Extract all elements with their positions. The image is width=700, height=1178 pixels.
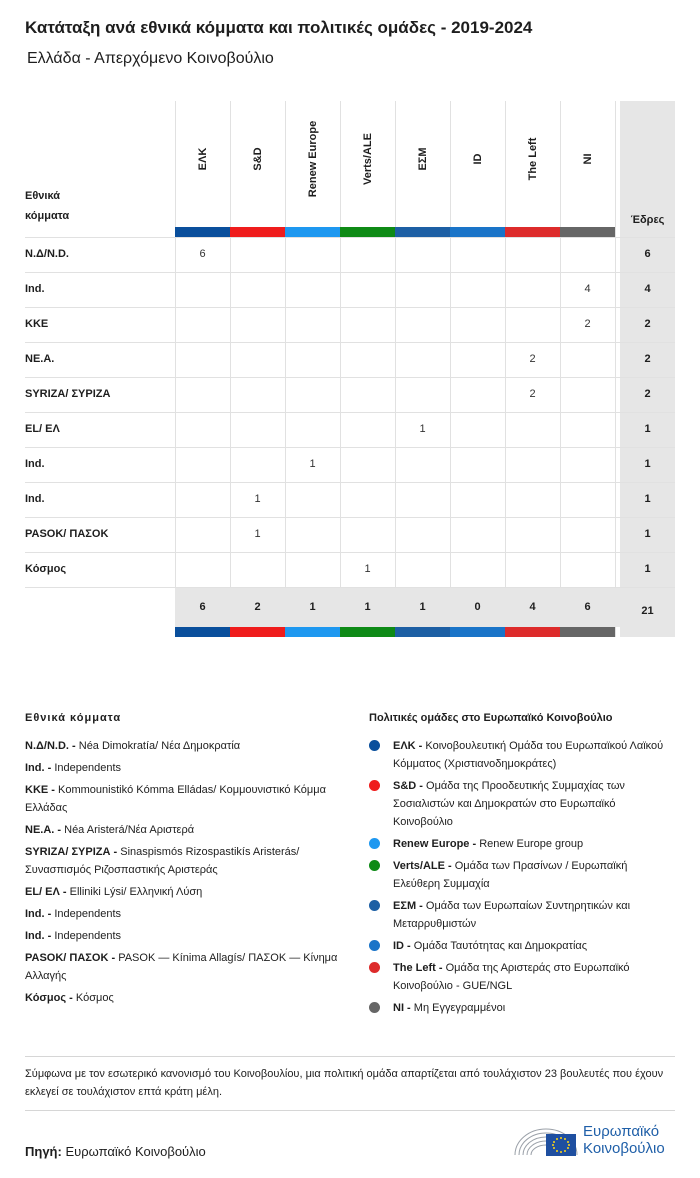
legend-party-item bbox=[25, 905, 345, 923]
seats-table bbox=[25, 101, 675, 638]
row-divider bbox=[25, 447, 675, 448]
legend-party-abbr: Ν.Δ/N.D. - bbox=[25, 740, 76, 752]
legend-group-name: Renew Europe group bbox=[479, 838, 584, 850]
legend-group-item bbox=[369, 897, 675, 933]
legend-political-groups-title: Πολιτικές ομάδες στο Ευρωπαϊκό Κοινοβούλιο bbox=[369, 712, 613, 724]
legend-party-abbr: Κόσμος - bbox=[25, 992, 73, 1004]
legend-group-abbr: NI - bbox=[393, 1002, 411, 1014]
group-color-bar bbox=[175, 627, 230, 637]
column-total: 6 bbox=[584, 601, 591, 613]
column-total: 4 bbox=[529, 601, 536, 613]
row-divider bbox=[25, 272, 675, 273]
column-header-the-left bbox=[505, 101, 560, 227]
column-header-label: NI bbox=[581, 153, 594, 165]
legend-party-item bbox=[25, 759, 345, 777]
legend-group-name: Ομάδα των Πρασίνων / Ευρωπαϊκή Ελεύθερη Συμμαχία bbox=[393, 860, 628, 890]
legend-party-abbr: NE.A. - bbox=[25, 824, 62, 836]
legend-group-item bbox=[369, 959, 675, 995]
seat-cell: 2 bbox=[529, 353, 536, 365]
source bbox=[25, 1144, 206, 1159]
legend-party-abbr: PASOK/ ΠΑΣΟΚ - bbox=[25, 952, 116, 964]
row-seat-total: 6 bbox=[644, 248, 651, 260]
row-seat-total: 2 bbox=[644, 353, 651, 365]
group-color-bar bbox=[395, 227, 450, 237]
seat-cell: 1 bbox=[309, 458, 316, 470]
legend-color-dot-icon bbox=[369, 1002, 380, 1013]
group-color-bar bbox=[285, 627, 340, 637]
row-seat-total: 1 bbox=[644, 528, 651, 540]
parliament-emblem-icon bbox=[513, 1121, 579, 1159]
legend-color-dot-icon bbox=[369, 780, 380, 791]
group-color-bar bbox=[285, 227, 340, 237]
column-header-ελκ bbox=[175, 101, 230, 227]
column-total: 1 bbox=[419, 601, 426, 613]
party-label: EL/ ΕΛ bbox=[25, 423, 60, 435]
legend-group-abbr: ID - bbox=[393, 940, 411, 952]
column-header-id bbox=[450, 101, 505, 227]
legend-color-dot-icon bbox=[369, 740, 380, 751]
legend-group-name: Ομάδα Ταυτότητας και Δημοκρατίας bbox=[413, 940, 588, 952]
row-divider bbox=[25, 342, 675, 343]
legend-group-item bbox=[369, 999, 675, 1017]
seat-cell: 1 bbox=[419, 423, 426, 435]
legend-party-abbr: SYRIZA/ ΣΥΡΙΖΑ - bbox=[25, 846, 118, 858]
column-total: 0 bbox=[474, 601, 481, 613]
seat-cell: 2 bbox=[529, 388, 536, 400]
legend-party-abbr: Ind. - bbox=[25, 762, 52, 774]
party-label: PASOK/ ΠΑΣΟΚ bbox=[25, 528, 109, 540]
column-divider bbox=[615, 101, 616, 637]
legend-party-item bbox=[25, 927, 345, 945]
group-color-bar bbox=[340, 227, 395, 237]
legend-political-groups bbox=[369, 710, 675, 1021]
seat-cell: 1 bbox=[364, 563, 371, 575]
row-divider bbox=[25, 587, 675, 588]
legend-group-name: Μη Εγγεγραμμένοι bbox=[413, 1002, 506, 1014]
group-color-bar bbox=[560, 627, 615, 637]
row-seat-total: 1 bbox=[644, 493, 651, 505]
legend-party-abbr: EL/ ΕΛ - bbox=[25, 886, 67, 898]
seat-cell: 2 bbox=[584, 318, 591, 330]
party-label: Κόσμος bbox=[25, 563, 67, 575]
legend-color-dot-icon bbox=[369, 962, 380, 973]
legend-party-name: Κόσμος bbox=[75, 992, 114, 1004]
legend-party-name: Kommounistikó Kómma Elládas/ Κομμουνιστικό Κόμμα Ελλάδας bbox=[25, 784, 326, 814]
seats-column-background bbox=[620, 101, 675, 637]
row-header bbox=[25, 186, 69, 226]
legend-party-item bbox=[25, 883, 345, 901]
seat-cell: 1 bbox=[254, 528, 261, 540]
legend-party-item bbox=[25, 781, 345, 817]
legend-group-item bbox=[369, 857, 675, 893]
legend-group-abbr: ΕΣΜ - bbox=[393, 900, 423, 912]
group-color-bar bbox=[340, 627, 395, 637]
legend-group-name: Ομάδα των Ευρωπαίων Συντηρητικών και Μεταρρυθμιστών bbox=[393, 900, 631, 930]
grand-total: 21 bbox=[641, 605, 654, 617]
legend-party-abbr: KKE - bbox=[25, 784, 55, 796]
source-label: Πηγή: bbox=[25, 1144, 62, 1159]
row-seat-total: 4 bbox=[644, 283, 651, 295]
group-color-bar bbox=[505, 627, 560, 637]
source-value: Ευρωπαϊκό Κοινοβούλιο bbox=[65, 1144, 206, 1159]
divider bbox=[25, 1056, 675, 1057]
row-seat-total: 2 bbox=[644, 388, 651, 400]
column-header-label: Verts/ALE bbox=[361, 133, 374, 185]
legend-group-abbr: Renew Europe - bbox=[393, 838, 477, 850]
legend-color-dot-icon bbox=[369, 900, 380, 911]
column-header-label: The Left bbox=[526, 137, 539, 181]
footnote: Σύμφωνα με τον εσωτερικό κανονισμό του Κοινοβουλίου, μια πολιτική ομάδα απαρτίζεται από τουλάχιστον 23 βουλευτές που έχουν εκλεγεί σε τουλάχιστον επτά κράτη μέλη. bbox=[25, 1068, 664, 1098]
legend-party-name: Néa Dimokratía/ Νέα Δημοκρατία bbox=[78, 740, 241, 752]
party-label: SYRIZA/ ΣΥΡΙΖΑ bbox=[25, 388, 111, 400]
legend-group-abbr: The Left - bbox=[393, 962, 443, 974]
legend-group-name: Κοινοβουλευτική Ομάδα του Ευρωπαϊκού Λαϊκού Κόμματος (Χριστιανοδημοκράτες) bbox=[393, 740, 664, 770]
group-color-bar bbox=[560, 227, 615, 237]
legend-national-parties bbox=[25, 710, 345, 1011]
column-header-label: S&D bbox=[251, 147, 264, 171]
logo-line2: Κοινοβούλιο bbox=[583, 1140, 665, 1157]
group-color-bar bbox=[175, 227, 230, 237]
legend-national-parties-title: Εθνικά κόμματα bbox=[25, 712, 122, 724]
row-divider bbox=[25, 412, 675, 413]
legend-group-item bbox=[369, 737, 675, 773]
legend-party-name: Elliniki Lýsi/ Ελληνική Λύση bbox=[69, 886, 203, 898]
legend-party-item bbox=[25, 821, 345, 839]
legend-party-name: Independents bbox=[54, 930, 122, 942]
row-seat-total: 2 bbox=[644, 318, 651, 330]
group-color-bar bbox=[230, 227, 285, 237]
legend-group-item bbox=[369, 835, 675, 853]
legend-party-item bbox=[25, 843, 345, 879]
legend-party-name: Néa Aristerá/Νέα Αριστερά bbox=[64, 824, 195, 836]
row-seat-total: 1 bbox=[644, 458, 651, 470]
legend-party-item bbox=[25, 737, 345, 755]
column-header-label: ΕΣΜ bbox=[416, 147, 429, 171]
column-total: 6 bbox=[199, 601, 206, 613]
row-divider bbox=[25, 377, 675, 378]
legend-group-item bbox=[369, 937, 675, 955]
legend-party-name: Sinaspismós Rizospastikís Aristerás/ Συνασπισμός Ριζοσπαστικής Αριστεράς bbox=[25, 846, 300, 876]
column-total: 2 bbox=[254, 601, 261, 613]
group-color-bar bbox=[450, 227, 505, 237]
legend-group-item bbox=[369, 777, 675, 831]
row-divider bbox=[25, 237, 675, 238]
legend-party-name: Independents bbox=[54, 762, 122, 774]
legend-group-name: Ομάδα της Αριστεράς στο Ευρωπαϊκό Κοινοβούλιο - GUE/NGL bbox=[393, 962, 630, 992]
group-color-bar bbox=[505, 227, 560, 237]
column-header-εσμ bbox=[395, 101, 450, 227]
party-label: Ind. bbox=[25, 493, 45, 505]
legend-group-abbr: S&D - bbox=[393, 780, 423, 792]
legend-group-name: Ομάδα της Προοδευτικής Συμμαχίας των Σοσιαλιστών και Δημοκρατών στο Ευρωπαϊκό Κοινοβούλιο bbox=[393, 780, 625, 828]
row-header-line2: κόμματα bbox=[25, 210, 70, 222]
seat-cell: 6 bbox=[199, 248, 206, 260]
legend-party-name: Independents bbox=[54, 908, 122, 920]
column-header-label: ID bbox=[471, 153, 484, 165]
row-divider bbox=[25, 552, 675, 553]
legend-party-item bbox=[25, 949, 345, 985]
page-subtitle: Ελλάδα - Απερχόμενο Κοινοβούλιο bbox=[27, 50, 274, 67]
row-seat-total: 1 bbox=[644, 563, 651, 575]
legend-group-abbr: ΕΛΚ - bbox=[393, 740, 423, 752]
seats-header: Έδρες bbox=[630, 214, 665, 226]
legend-color-dot-icon bbox=[369, 860, 380, 871]
row-divider bbox=[25, 307, 675, 308]
row-header-line1: Εθνικά bbox=[25, 190, 60, 202]
column-header-label: Renew Europe bbox=[306, 120, 319, 198]
seat-cell: 1 bbox=[254, 493, 261, 505]
european-parliament-logo bbox=[513, 1121, 675, 1159]
legend-color-dot-icon bbox=[369, 838, 380, 849]
party-label: KKE bbox=[25, 318, 49, 330]
group-color-bar bbox=[395, 627, 450, 637]
legend-party-abbr: Ind. - bbox=[25, 930, 52, 942]
group-color-bar bbox=[450, 627, 505, 637]
party-label: Ind. bbox=[25, 283, 45, 295]
column-total: 1 bbox=[309, 601, 316, 613]
column-total: 1 bbox=[364, 601, 371, 613]
legend-party-item bbox=[25, 989, 345, 1007]
column-header-ni bbox=[560, 101, 615, 227]
party-label: NE.A. bbox=[25, 353, 55, 365]
legend-party-name: PASOK — Kínima Allagís/ ΠΑΣΟΚ — Κίνημα Αλλαγής bbox=[25, 952, 338, 982]
legend-color-dot-icon bbox=[369, 940, 380, 951]
row-divider bbox=[25, 482, 675, 483]
logo-wordmark bbox=[583, 1123, 665, 1157]
group-color-bar bbox=[230, 627, 285, 637]
party-label: Ν.Δ/N.D. bbox=[25, 248, 69, 260]
row-seat-total: 1 bbox=[644, 423, 651, 435]
column-header-s-d bbox=[230, 101, 285, 227]
logo-line1: Ευρωπαϊκό bbox=[583, 1123, 660, 1140]
party-label: Ind. bbox=[25, 458, 45, 470]
legend-party-abbr: Ind. - bbox=[25, 908, 52, 920]
legend-group-abbr: Verts/ALE - bbox=[393, 860, 452, 872]
row-divider bbox=[25, 517, 675, 518]
column-header-label: ΕΛΚ bbox=[196, 147, 209, 171]
seat-cell: 4 bbox=[584, 283, 591, 295]
page-title: Κατάταξη ανά εθνικά κόμματα και πολιτικές ομάδες - 2019-2024 bbox=[25, 18, 533, 37]
divider bbox=[25, 1110, 675, 1111]
column-header-verts-ale bbox=[340, 101, 395, 227]
column-header-renew-europe bbox=[285, 101, 340, 227]
